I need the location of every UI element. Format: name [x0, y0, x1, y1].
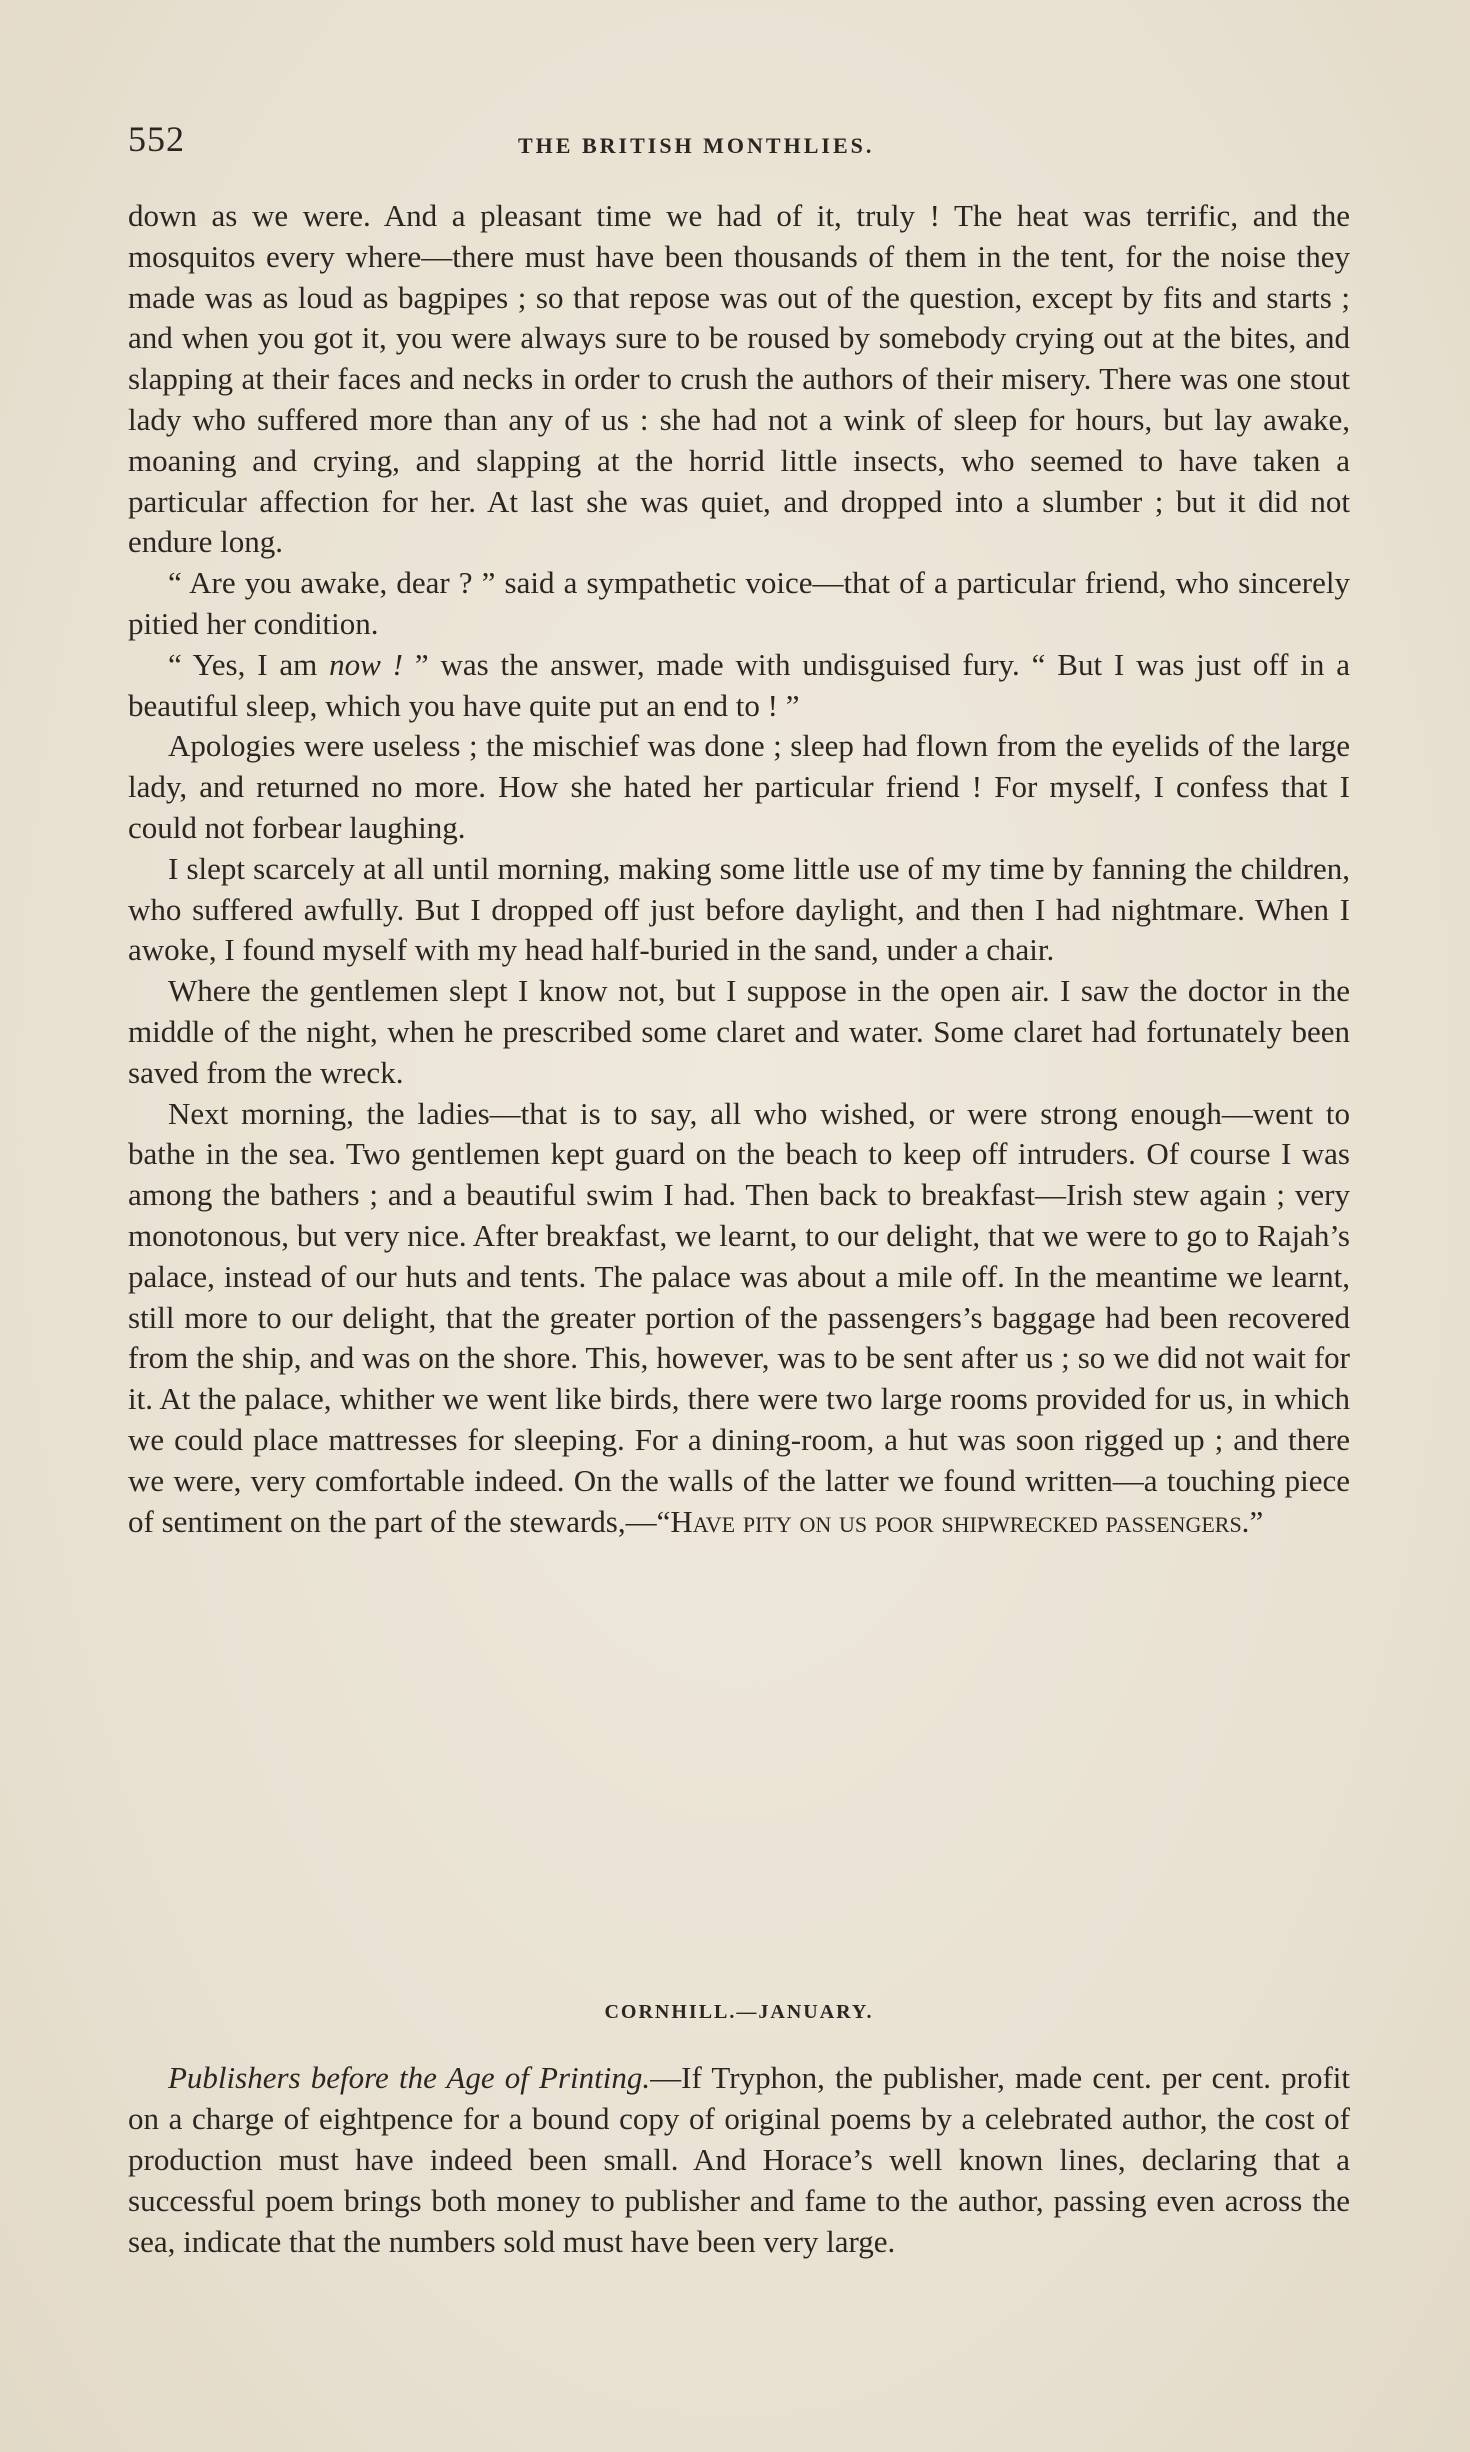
paragraph-publishers	[128, 2057, 1350, 2262]
page-header	[128, 118, 1348, 168]
closing-quote: ”	[1249, 1503, 1264, 1539]
page-number: 552	[128, 119, 185, 159]
paragraph-apologies: Apologies were useless ; the mischief was done ; sleep had flown from the eyelids of the large lady, and returned no more. How she hated her particular friend ! For myself, I confess that I could not forbear laughing.	[128, 728, 1350, 845]
yes-text-italic: now !	[329, 646, 403, 682]
inscription-text: Have pity on us poor shipwrecked passengers.	[670, 1503, 1250, 1539]
paragraph-gentlemen: Where the gentlemen slept I know not, but I suppose in the open air. I saw the doctor in the middle of the night, when he prescribed some claret and water. Some claret had fortunately been saved from the wreck.	[128, 973, 1350, 1090]
yes-text-start: “ Yes, I am	[168, 646, 330, 682]
running-head: THE BRITISH MONTHLIES.	[518, 133, 875, 158]
paragraph-mosquitos: down as we were. And a pleasant time we had of it, truly ! The heat was terrific, and the mosquitos every where—there must have been thousands of them in the tent, for the noise they made was as loud as bagpipes ; so that repose was out of the question, except by fits and starts ; and when you got it, you were always sure to be roused by somebody crying out at the bites, and slapping at their faces and necks in order to crush the authors of their misery. There was one stout lady who suffered more than any of us : she had not a wink of sleep for hours, but lay awake, moaning and crying, and slapping at the horrid little insects, who seemed to have taken a particular affection for her. At last she was quiet, and dropped into a slumber ; but it did not endure long.	[128, 198, 1350, 560]
yes-text-end: ” was the answer, made with undisguised fury. “ But I was just off in a beautiful sleep, which you have quite put an end to ! ”	[128, 646, 1351, 723]
paragraph-awake: “ Are you awake, dear ? ” said a sympathetic voice—that of a particular friend, who sincerely pitied her condition.	[128, 565, 1350, 641]
next-morning-text: Next morning, the ladies—that is to say, all who wished, or were strong enough—went to bathe in the sea. Two gentlemen kept guard on the beach to keep off intruders. Of course I was among the bathers ; and a beautiful swim I had. Then back to breakfast—Irish stew again ; very monotonous, but very nice. After breakfast, we learnt, to our delight, that we were to go to Rajah’s palace, instead of our huts and tents. The palace was about a mile off. In the meantime we learnt, still more to our delight, that the greater portion of the passengers’s baggage had been recovered from the ship, and was on the shore. This, however, was to be sent after us ; so we did not wait for it. At the palace, whither we went like birds, there were two large rooms provided for us, in which we could place mattresses for sleeping. For a dining-room, a hut was soon rigged up ; and there we were, very comfortable indeed. On the walls of the latter we found written—a touching piece of sentiment on the part of the stewards,—“	[128, 1095, 1350, 1539]
article-body	[128, 196, 1350, 1542]
paragraph-yes	[128, 645, 1350, 727]
section-italic-lead: Publishers before the Age of Printing.	[168, 2060, 651, 2095]
section-paragraph-text: —If Tryphon, the publisher, made cent. per cent. profit on a charge of eightpence for a bound copy of original poems by a celebrated author, the cost of production must have indeed been small. And Horace’s well known lines, declaring that a successful poem brings both money to publisher and fame to the author, passing even across the sea, indicate that the numbers sold must have been very large.	[128, 2060, 1351, 2259]
paragraph-slept: I slept scarcely at all until morning, making some little use of my time by fanning the children, who suffered awfully. But I dropped off just before daylight, and then I had nightmare. When I awoke, I found myself with my head half-buried in the sand, under a chair.	[128, 850, 1350, 968]
section-body	[128, 2057, 1350, 2262]
section-heading: CORNHILL.—JANUARY.	[604, 2001, 874, 2023]
paragraph-next-morning	[128, 1094, 1350, 1543]
